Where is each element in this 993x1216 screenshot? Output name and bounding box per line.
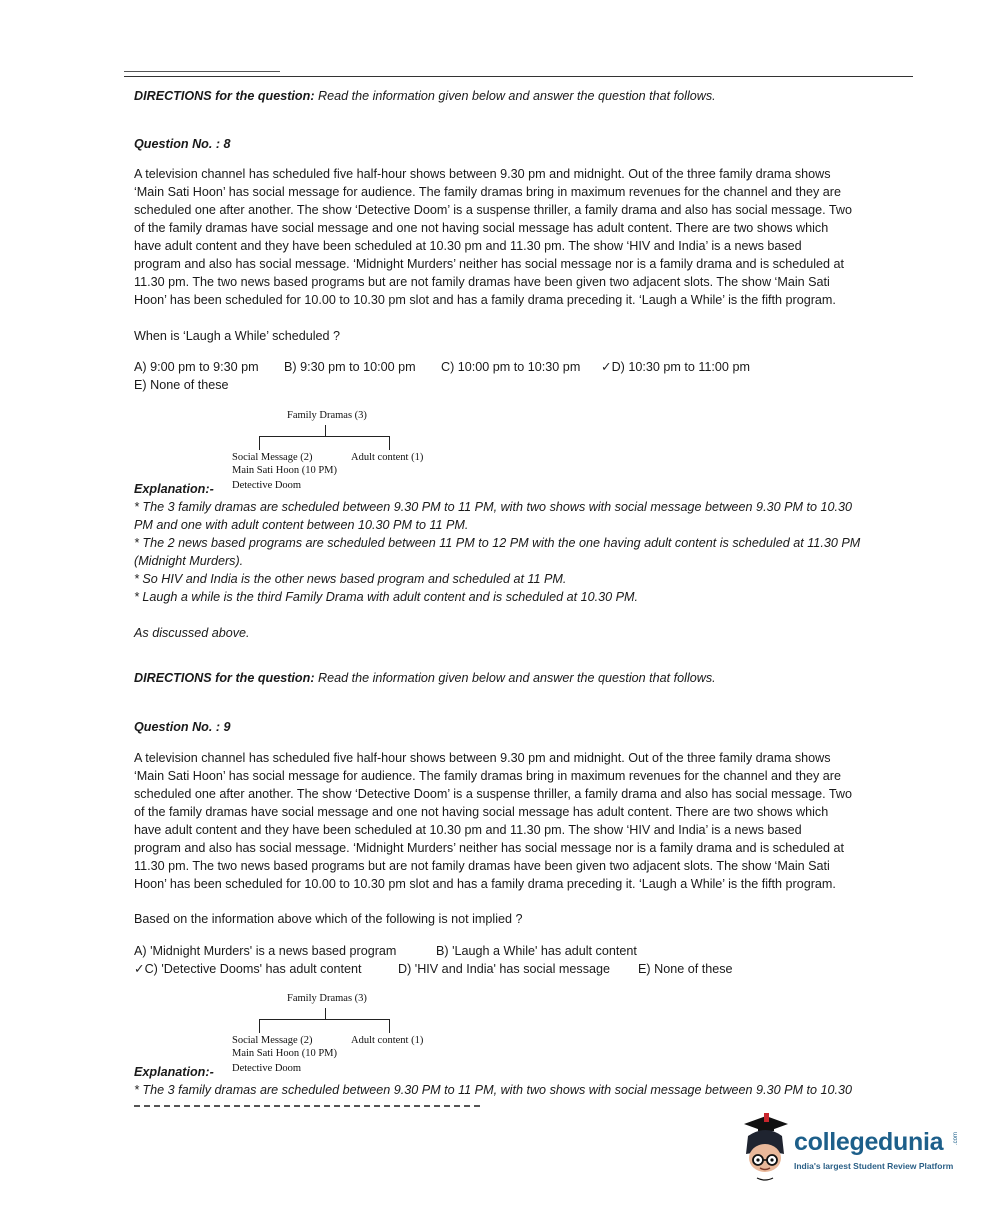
diagram-right-label: Adult content (1) — [351, 1035, 424, 1046]
q8-heading: Question No. : 8 — [134, 137, 231, 151]
diagram-item: Main Sati Hoon (10 PM) — [232, 1048, 337, 1059]
q8-option-e[interactable]: E) None of these — [134, 378, 229, 392]
diagram-connector — [259, 436, 390, 437]
q8-option-c[interactable]: C) 10:00 pm to 10:30 pm — [441, 360, 581, 374]
logo-wordmark: collegedunia — [794, 1128, 944, 1156]
passage-line: Hoon’ has been scheduled for 10.00 to 10.30 pm slot and has a family drama preceding it. ‘Laugh a While’ is the fifth program. — [134, 877, 836, 891]
diagram-item: Detective Doom — [232, 480, 302, 491]
q8-directions — [134, 89, 894, 103]
diagram-left-label: Social Message (2) — [232, 1035, 313, 1046]
q8-option-a[interactable]: A) 9:00 pm to 9:30 pm — [134, 360, 259, 374]
q8-passage — [134, 165, 898, 309]
explanation-line: (Midnight Murders). — [134, 554, 244, 568]
passage-line: program and also has social message. ‘Midnight Murders’ neither has social message nor is a family drama and is scheduled at — [134, 841, 845, 855]
diagram-right-label: Adult content (1) — [351, 452, 424, 463]
explanation-line: PM and one with adult content between 10.30 PM to 11 PM. — [134, 518, 469, 532]
q9-passage — [134, 749, 898, 893]
q8-tree-diagram — [231, 410, 441, 495]
header-rule-short — [124, 71, 280, 72]
passage-line: A television channel has scheduled five half-hour shows between 9.30 pm and midnight. Out of the three family drama shows — [134, 751, 831, 765]
mascot-icon — [736, 1110, 796, 1190]
passage-line: Hoon’ has been scheduled for 10.00 to 10.30 pm slot and has a family drama preceding it. ‘Laugh a While’ is the fifth program. — [134, 293, 836, 307]
explanation-line: * So HIV and India is the other news based program and scheduled at 11 PM. — [134, 572, 567, 586]
q8-explanation-label: Explanation:- — [134, 482, 214, 496]
diagram-item: Detective Doom — [232, 1063, 302, 1074]
q9-directions-text: Read the information given below and answer the question that follows. — [314, 671, 716, 685]
q8-question: When is ‘Laugh a While’ scheduled ? — [134, 329, 341, 343]
diagram-left-label: Social Message (2) — [232, 452, 313, 463]
passage-line: A television channel has scheduled five half-hour shows between 9.30 pm and midnight. Out of the three family drama shows — [134, 167, 831, 181]
passage-line: have adult content and they have been scheduled at 10.30 pm and 11.30 pm. The show ‘HIV and India’ is a news based — [134, 239, 802, 253]
q9-directions-label: DIRECTIONS for the question: — [134, 671, 315, 685]
logo-suffix: .com — [953, 1132, 959, 1146]
passage-line: of the family dramas have social message and one not having social message has adult content. There are two shows which — [134, 221, 829, 235]
collegedunia-logo — [736, 1110, 966, 1190]
truncated-line-fragment — [134, 1103, 482, 1107]
passage-line: ‘Main Sati Hoon’ has social message for audience. The family dramas bring in maximum revenues for the channel and they are — [134, 185, 842, 199]
diagram-root-label: Family Dramas (3) — [287, 410, 367, 421]
q8-directions-text: Read the information given below and answer the question that follows. — [314, 89, 716, 103]
passage-line: 11.30 pm. The two news based programs but are not family dramas have been given two adjacent slots. The show ‘Main Sati — [134, 275, 830, 289]
diagram-item: Main Sati Hoon (10 PM) — [232, 465, 337, 476]
explanation-line: * The 3 family dramas are scheduled between 9.30 PM to 11 PM, with two shows with social message between 9.30 PM to 10.30 — [134, 1083, 852, 1097]
q9-tree-diagram — [231, 993, 441, 1078]
diagram-connector — [389, 1019, 390, 1033]
passage-line: have adult content and they have been scheduled at 10.30 pm and 11.30 pm. The show ‘HIV and India’ is a news based — [134, 823, 802, 837]
q9-option-e[interactable]: E) None of these — [638, 962, 733, 976]
diagram-connector — [325, 425, 326, 436]
header-rule — [124, 76, 913, 77]
q8-conclusion: As discussed above. — [134, 626, 250, 640]
correct-check-icon: ✓ — [134, 962, 145, 976]
passage-line: scheduled one after another. The show ‘Detective Doom’ is a suspense thriller, a family drama and also has social message. Two — [134, 203, 852, 217]
passage-line: program and also has social message. ‘Midnight Murders’ neither has social message nor is a family drama and is scheduled at — [134, 257, 845, 271]
passage-line: ‘Main Sati Hoon’ has social message for audience. The family dramas bring in maximum revenues for the channel and they are — [134, 769, 842, 783]
explanation-line: * The 2 news based programs are scheduled between 11 PM to 12 PM with the one having adult content is scheduled at 11.30 PM — [134, 536, 861, 550]
q9-explanation — [134, 1081, 904, 1099]
explanation-line: * Laugh a while is the third Family Drama with adult content and is scheduled at 10.30 PM. — [134, 590, 639, 604]
q9-option-b[interactable]: B) 'Laugh a While' has adult content — [436, 944, 637, 958]
diagram-connector — [259, 1019, 390, 1020]
q9-explanation-label: Explanation:- — [134, 1065, 214, 1079]
correct-check-icon: ✓ — [601, 360, 612, 374]
explanation-line: * The 3 family dramas are scheduled between 9.30 PM to 11 PM, with two shows with social message between 9.30 PM to 10.30 — [134, 500, 852, 514]
q9-option-a[interactable]: A) 'Midnight Murders' is a news based program — [134, 944, 397, 958]
passage-line: 11.30 pm. The two news based programs but are not family dramas have been given two adjacent slots. The show ‘Main Sati — [134, 859, 830, 873]
q9-heading: Question No. : 9 — [134, 720, 231, 734]
diagram-connector — [389, 436, 390, 450]
diagram-connector — [259, 1019, 260, 1033]
q8-option-d-label: D) 10:30 pm to 11:00 pm — [611, 360, 750, 374]
q8-option-d[interactable] — [601, 358, 750, 376]
q9-option-d[interactable]: D) 'HIV and India' has social message — [398, 962, 611, 976]
q9-option-c-label: C) 'Detective Dooms' has adult content — [144, 962, 362, 976]
q9-question: Based on the information above which of the following is not implied ? — [134, 912, 523, 926]
q8-directions-label: DIRECTIONS for the question: — [134, 89, 315, 103]
q9-option-c[interactable] — [134, 960, 398, 978]
diagram-connector — [259, 436, 260, 450]
q9-options — [134, 942, 733, 978]
diagram-connector — [325, 1008, 326, 1019]
q9-directions — [134, 671, 894, 685]
passage-line: scheduled one after another. The show ‘Detective Doom’ is a suspense thriller, a family drama and also has social message. Two — [134, 787, 852, 801]
logo-tagline: India's largest Student Review Platform — [794, 1161, 954, 1171]
q8-options — [134, 358, 750, 394]
passage-line: of the family dramas have social message and one not having social message has adult content. There are two shows which — [134, 805, 829, 819]
diagram-root-label: Family Dramas (3) — [287, 993, 367, 1004]
q8-explanation — [134, 498, 904, 606]
q8-option-b[interactable]: B) 9:30 pm to 10:00 pm — [284, 360, 416, 374]
